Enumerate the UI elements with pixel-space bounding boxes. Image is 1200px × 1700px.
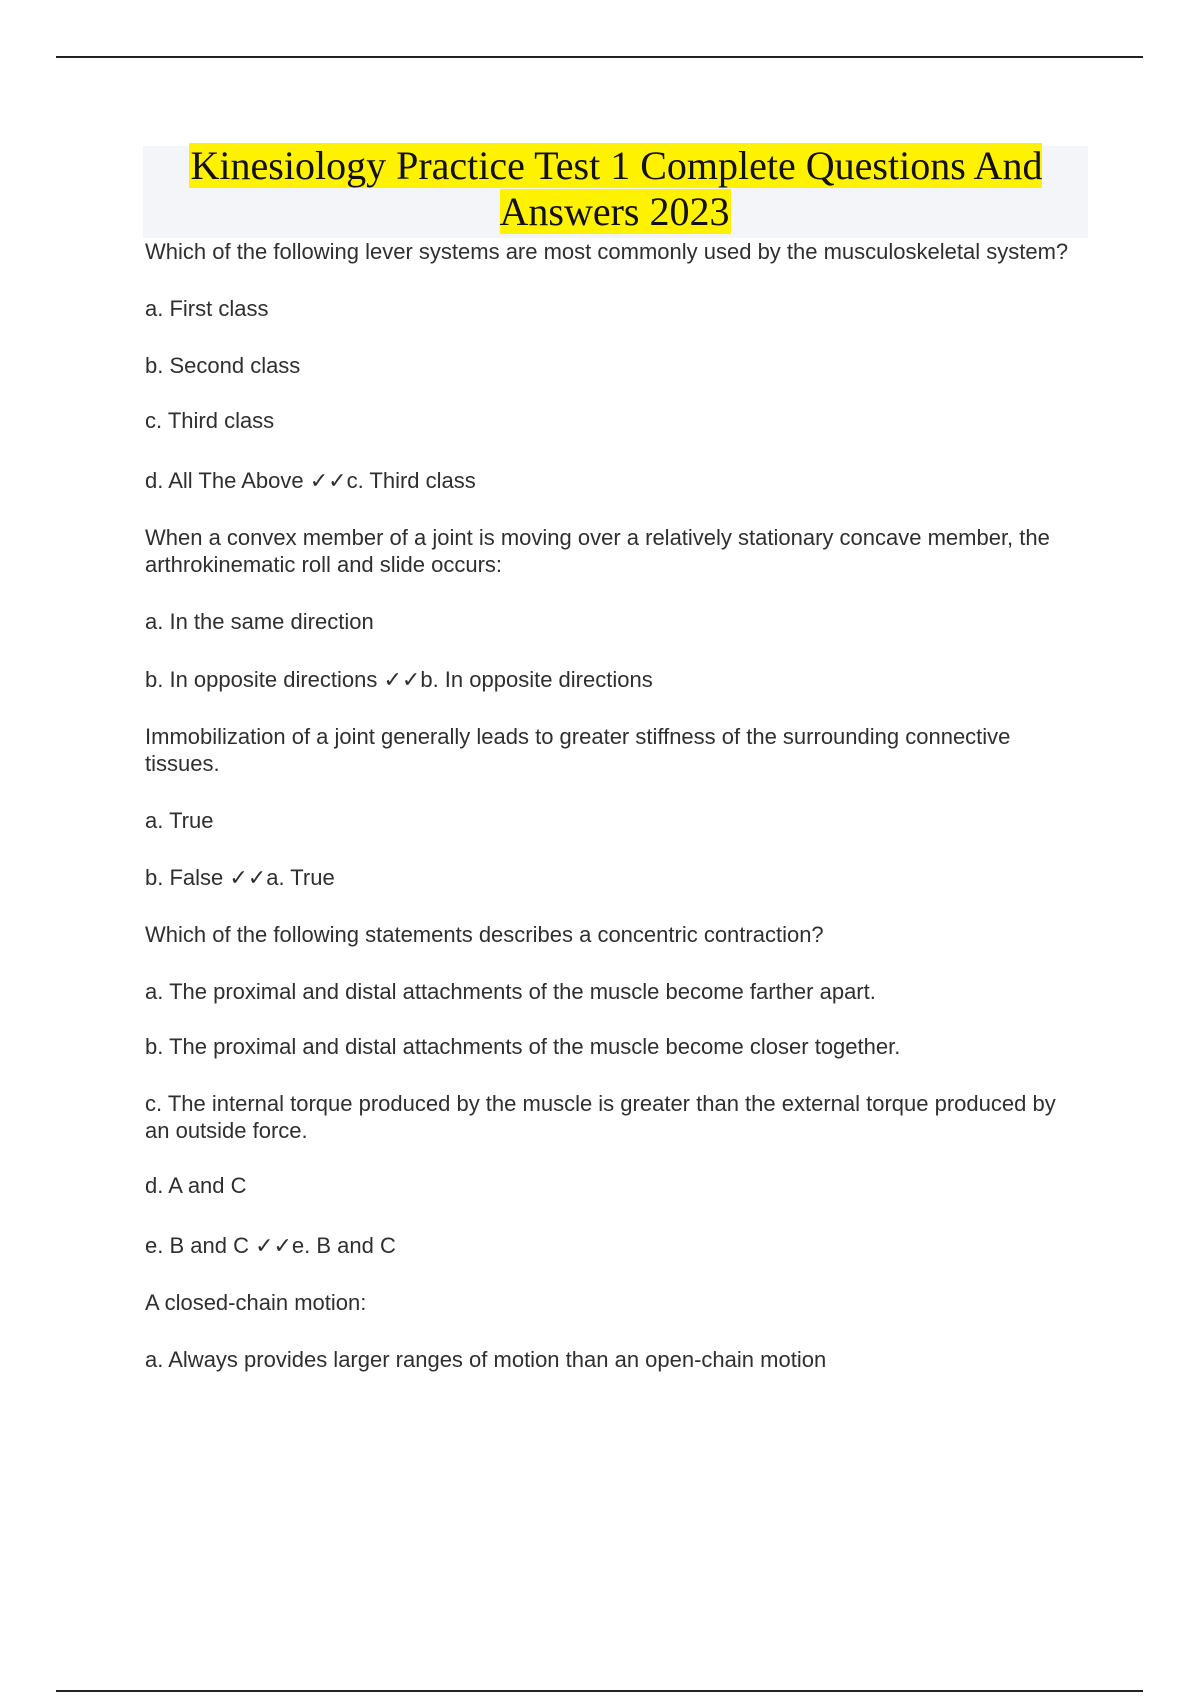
question-4: Which of the following statements describes a concentric contraction? bbox=[145, 922, 824, 947]
option-4a: a. The proximal and distal attachments of the muscle become farther apart. bbox=[145, 979, 876, 1004]
document-title bbox=[143, 143, 1088, 235]
option-5a: a. Always provides larger ranges of motion than an open-chain motion bbox=[145, 1347, 827, 1372]
option-1c: c. Third class bbox=[145, 408, 275, 433]
option-2a: a. In the same direction bbox=[145, 609, 374, 634]
option-4c: c. The internal torque produced by the muscle is greater than the external torque produced by an outside force. bbox=[145, 1091, 1056, 1143]
option-4b: b. The proximal and distal attachments of the muscle become closer together. bbox=[145, 1034, 901, 1059]
option-1a: a. First class bbox=[145, 296, 269, 321]
answer-3: b. False ✓✓a. True bbox=[145, 865, 335, 890]
option-3a: a. True bbox=[145, 808, 214, 833]
question-5: A closed-chain motion: bbox=[145, 1290, 367, 1315]
question-1: Which of the following lever systems are most commonly used by the musculoskeletal system? bbox=[145, 239, 1069, 264]
question-2: When a convex member of a joint is moving over a relatively stationary concave member, the arthrokinematic roll and slide occurs: bbox=[145, 525, 1050, 577]
answer-4: e. B and C ✓✓e. B and C bbox=[145, 1233, 396, 1258]
top-rule bbox=[56, 56, 1143, 58]
option-4d: d. A and C bbox=[145, 1173, 247, 1198]
option-1b: b. Second class bbox=[145, 353, 301, 378]
answer-1: d. All The Above ✓✓c. Third class bbox=[145, 468, 476, 493]
answer-2: b. In opposite directions ✓✓b. In opposite directions bbox=[145, 667, 653, 692]
bottom-rule bbox=[56, 1690, 1143, 1692]
highlighted-title-text: Kinesiology Practice Test 1 Complete Questions And Answers 2023 bbox=[190, 143, 1043, 234]
question-list bbox=[145, 238, 1085, 1373]
question-3: Immobilization of a joint generally leads to greater stiffness of the surrounding connective tissues. bbox=[145, 724, 1011, 776]
